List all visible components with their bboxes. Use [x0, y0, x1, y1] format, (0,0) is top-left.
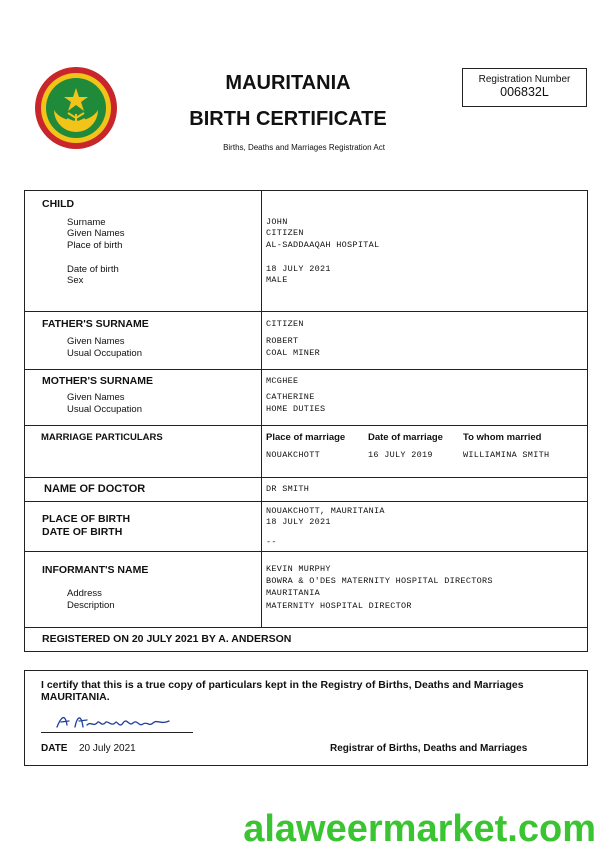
- informant-address-line2: MAURITANIA: [266, 588, 321, 598]
- mother-given-names: CATHERINE: [266, 392, 315, 402]
- informant-name: KEVIN MURPHY: [266, 564, 331, 574]
- divider: [25, 501, 587, 502]
- doctor-name: DR SMITH: [266, 484, 310, 494]
- particulars-table: [24, 190, 588, 652]
- father-occupation: COAL MINER: [266, 348, 321, 358]
- mother-occupation: HOME DUTIES: [266, 404, 326, 414]
- child-surname-label: Surname: [67, 217, 106, 228]
- registration-number-label: Registration Number: [478, 74, 571, 85]
- child-surname: JOHN: [266, 217, 288, 227]
- document-title: BIRTH CERTIFICATE: [189, 108, 387, 130]
- father-given-names-label: Given Names: [67, 336, 125, 347]
- watermark-text: alaweermarket.com: [243, 808, 596, 850]
- mother-given-names-label: Given Names: [67, 392, 125, 403]
- divider: [25, 369, 587, 370]
- watermark: [0, 808, 608, 851]
- certification-box: [24, 670, 588, 766]
- father-surname: CITIZEN: [266, 319, 304, 329]
- doctor-heading: NAME OF DOCTOR: [44, 483, 146, 495]
- father-occupation-label: Usual Occupation: [67, 348, 142, 359]
- child-place-of-birth: AL-SADDAAQAH HOSPITAL: [266, 240, 380, 250]
- informant-description-label: Description: [67, 600, 115, 611]
- certification-date: 20 July 2021: [79, 743, 136, 754]
- registration-statement: REGISTERED ON 20 JULY 2021 BY A. ANDERSON: [42, 633, 292, 645]
- child-given-names: CITIZEN: [266, 228, 304, 238]
- place-of-birth-heading: PLACE OF BIRTH: [42, 513, 131, 525]
- country-title: MAURITANIA: [225, 72, 351, 94]
- father-given-names: ROBERT: [266, 336, 299, 346]
- birth-place: NOUAKCHOTT, MAURITANIA: [266, 506, 385, 516]
- registration-act: Births, Deaths and Marriages Registration Act: [223, 143, 385, 152]
- divider: [25, 627, 587, 628]
- signature-line: [41, 732, 193, 733]
- marriage-spouse: WILLIAMINA SMITH: [463, 450, 550, 460]
- certification-text: I certify that this is a true copy of particulars kept in the Registry of Births, Deaths and Marriages MAURITANIA.: [41, 679, 524, 703]
- informant-address-line1: BOWRA & O'DES MATERNITY HOSPITAL DIRECTORS: [266, 576, 493, 586]
- marriage-date: 16 JULY 2019: [368, 450, 433, 460]
- child-sex-label: Sex: [67, 275, 84, 286]
- registration-number: 006832L: [500, 85, 549, 99]
- divider: [25, 425, 587, 426]
- informant-heading: INFORMANT'S NAME: [42, 564, 149, 576]
- informant-description: MATERNITY HOSPITAL DIRECTOR: [266, 601, 412, 611]
- marriage-place-header: Place of marriage: [266, 432, 346, 443]
- birth-extra: --: [266, 537, 277, 547]
- divider: [25, 477, 587, 478]
- informant-address-label: Address: [67, 588, 102, 599]
- certification-date-label: DATE: [41, 743, 68, 754]
- child-given-names-label: Given Names: [67, 228, 125, 239]
- birth-date: 18 JULY 2021: [266, 517, 331, 527]
- registrar-title: Registrar of Births, Deaths and Marriages: [330, 743, 528, 754]
- mother-surname: MCGHEE: [266, 376, 299, 386]
- child-date-of-birth: 18 JULY 2021: [266, 264, 331, 274]
- mother-heading: MOTHER'S SURNAME: [42, 375, 153, 387]
- mother-occupation-label: Usual Occupation: [67, 404, 142, 415]
- divider: [25, 311, 587, 312]
- registration-number-box: [462, 68, 587, 107]
- marriage-spouse-header: To whom married: [463, 432, 542, 443]
- child-heading: CHILD: [42, 198, 75, 210]
- child-date-of-birth-label: Date of birth: [67, 264, 119, 275]
- marriage-date-header: Date of marriage: [368, 432, 443, 443]
- marriage-heading: MARRIAGE PARTICULARS: [41, 432, 163, 443]
- child-place-of-birth-label: Place of birth: [67, 240, 123, 251]
- registrar-signature: [53, 709, 183, 733]
- marriage-place: NOUAKCHOTT: [266, 450, 321, 460]
- divider: [25, 551, 587, 552]
- father-heading: FATHER'S SURNAME: [42, 318, 149, 330]
- column-divider: [261, 191, 262, 627]
- child-sex: MALE: [266, 275, 288, 285]
- date-of-birth-heading: DATE OF BIRTH: [42, 526, 123, 538]
